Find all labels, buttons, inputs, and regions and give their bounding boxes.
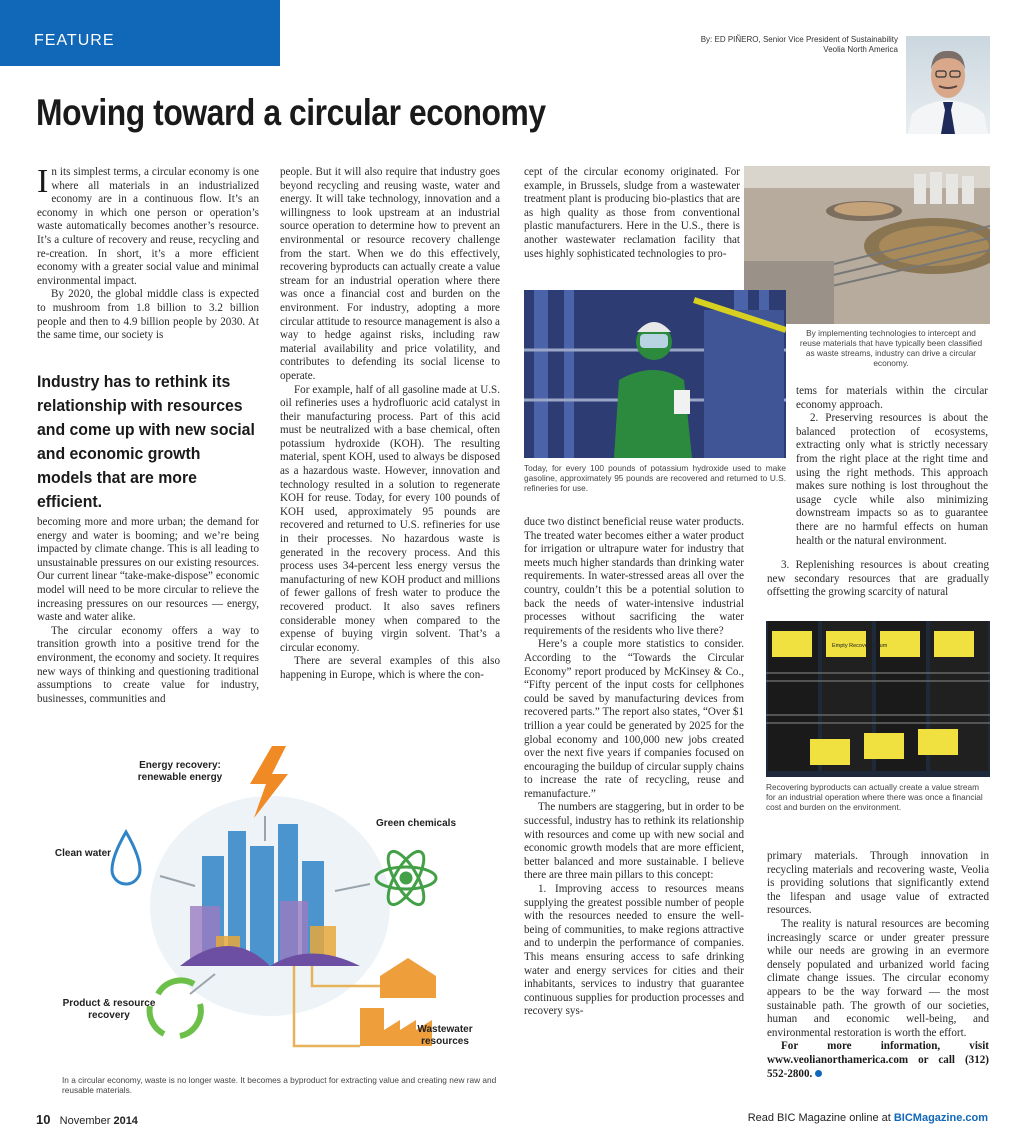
column-3-top bbox=[524, 166, 740, 261]
column-4-mid bbox=[767, 559, 989, 600]
wastewater-label: Wastewater resources bbox=[417, 1024, 473, 1047]
green-chemicals-label: Green chemicals bbox=[375, 818, 457, 829]
column-2 bbox=[280, 166, 500, 683]
issue-year: 2014 bbox=[113, 1115, 138, 1127]
paragraph: For example, half of all gasoline made at U.S. oil refineries uses a hydrofluoric acid catalyst in their manufacturing process. Part of this acid must be neutralized with a base chemical, often potassium hydroxide (KOH). The resulting material, spent KOH, used to always be disposed as a hazardous waste. However, innovation and technology resulted in a solution to regenerate KOH for reuse. Today, for every 100 pounds of KOH used, approximately 95 pounds are recovered and returned to U.S. refineries for use in their processes. No hazardous waste is generated in the recovery process. And this process uses 34-percent less energy versus the manufacturing of new KOH product and millions of fewer gallons of fresh water to produce the recovered product. It also saves refiners considerable money when compared to the expense of buying virgin solvent. That’s a circular economy. bbox=[280, 383, 500, 654]
paragraph: By 2020, the global middle class is expected to mushroom from 1.8 billion to 3.2 billion people and then to 4.9 billion people by 2030. At the same time, our society is bbox=[37, 288, 259, 342]
paragraph: 2. Preserving resources is about the balanced protection of ecosystems, extracting only what is strictly necessary from the right place at the right time and using the right methods. This approach makes sure nothing is lost throughout the usage cycle while also minimizing downstream impacts so as to guarantee there are no harmful effects on human health or the natural environment. bbox=[796, 412, 988, 547]
byline bbox=[558, 35, 898, 55]
recovery-drums-photo bbox=[766, 621, 990, 777]
column-3 bbox=[524, 516, 744, 1019]
paragraph: The numbers are staggering, but in order to be successful, industry has to rethink its relationship with resources and come up with new social and economic growth models that are more efficient, better balanced and more sustainable. I believe there are three main pillars to this concept: bbox=[524, 801, 744, 882]
paragraph: The circular economy offers a way to transition growth into a positive trend for the environment, the economy and society. It requires new ways of thinking and questioning traditional assumptions to create value for industry, businesses, communities and bbox=[37, 624, 259, 705]
worker-photo bbox=[524, 290, 786, 458]
section-tab bbox=[0, 0, 280, 66]
footer-text: Read BIC Magazine online at bbox=[747, 1112, 891, 1124]
column-4-top bbox=[796, 385, 988, 548]
drums-caption: Recovering byproducts can actually create a value stream for an industrial operation where there was once a financial cost and burden on the environment. bbox=[766, 782, 983, 812]
end-mark-icon bbox=[815, 1070, 822, 1077]
clean-water-label: Clean water bbox=[54, 848, 112, 859]
website-link[interactable]: BICMagazine.com bbox=[893, 1112, 988, 1124]
paragraph: 3. Replenishing resources is about creating new secondary resources that are gradually offsetting the growing scarcity of natural bbox=[767, 559, 989, 599]
headline: Moving toward a circular economy bbox=[36, 92, 546, 133]
house-icon bbox=[380, 958, 436, 998]
column-1 bbox=[37, 163, 259, 343]
section-label: FEATURE bbox=[34, 32, 115, 49]
paragraph: duce two distinct beneficial reuse water products. The treated water becomes either a water product for irrigation or ultrapure water for industry that meets much higher standards than drinking water requirements. In water-stressed areas all over the country, couldn’t this be a potential solution to back the needs of water-intensive industrial processes without sacrificing the water requirements of the residents who live there? bbox=[524, 516, 744, 637]
product-recovery-label: Product & resource recovery bbox=[62, 998, 156, 1021]
paragraph: primary materials. Through innovation in recycling materials and recovering waste, Veolia is providing solutions that significantly extend the lifespan and usage value of extracted resources. bbox=[767, 850, 989, 917]
plant-caption: By implementing technologies to intercept and reuse materials that have typically been classified as waste streams, industry can drive a circular economy. bbox=[799, 328, 983, 368]
cta-text: For more information, visit www.veolianorthamerica.com or call (312) 552-2800. bbox=[767, 1040, 989, 1080]
page-number: 10 bbox=[36, 1112, 51, 1127]
paragraph: There are several examples of this also happening in Europe, which is where the con- bbox=[280, 655, 500, 681]
paragraph bbox=[37, 163, 259, 288]
column-4 bbox=[767, 850, 989, 1081]
paragraph: becoming more and more urban; the demand for energy and water is booming; and we’re being impacted by climate change. This is all leading to unsustainable pressures on our existing resources. Our current linear “take-make-dispose” economic model will need to be more circular to relieve the increasing pressures on our resources — energy, waste and water alike. bbox=[37, 516, 259, 624]
paragraph: people. But it will also require that industry goes beyond recycling and reusing waste, water and energy. It will take technology, innovation and a willingness to look upstream at an industrial source operation to determine how to prevent an environmental or resource recovery challenge from the start. When we do this effectively, recovering byproducts can actually create a value stream for an industrial operation where there was once a financial cost and burden on the environment. For industry, adopting a more circular attitude to resource management is also a way to hedge against risks, including raw material availability and price volatility, and contributes to defending its social license to operate. bbox=[280, 166, 500, 382]
paragraph: The reality is natural resources are becoming increasingly scarce or under greater pressure while our needs are growing in an evermore densely populated and urbanized world facing climate change issues. The circular economy appears to be the way forward — the most sustainable path. The growth of our societies, human and economic well-being, and environmental restoration is worth the effort. bbox=[767, 917, 989, 1039]
author-photo bbox=[906, 36, 990, 134]
issue-month: November bbox=[59, 1115, 111, 1127]
paragraph: cept of the circular economy originated. For example, in Brussels, sludge from a wastewater treatment plant is producing bio-plastics that are as high quality as those from conventional plastic manufacturers. Here in the U.S., there is another wastewater reclamation facility that uses highly sophisticated technologies to pro- bbox=[524, 166, 740, 260]
worker-caption: Today, for every 100 pounds of potassium hydroxide used to make gasoline, approximately 95 pounds are recovered and returned to U.S. refineries for use. bbox=[524, 463, 786, 493]
diagram-caption: In a circular economy, waste is no longer waste. It becomes a byproduct for extracting value and creating new raw and reusable materials. bbox=[62, 1075, 497, 1095]
drum-label: Empty Recovery Drum bbox=[832, 643, 888, 649]
column-1-continued bbox=[37, 516, 259, 706]
energy-recovery-label: Energy recovery: renewable energy bbox=[137, 760, 223, 783]
pull-quote: Industry has to rethink its relationship with resources and come up with new social and economic growth models that are more efficient. bbox=[37, 372, 255, 511]
paragraph-text: n its simplest terms, a circular economy is one where all materials in an industrialized economy are in a continuous flow. It’s an economy in which one person or operation’s waste automatically becomes another’s resource. It’s a culture of recovery and reuse, recycling and re-creation. In short, it’s a more efficient economy with a greater social value and minimal environmental impact. bbox=[37, 166, 259, 287]
call-to-action bbox=[767, 1040, 989, 1081]
paragraph: 1. Improving access to resources means supplying the greatest possible number of people with the resources needed to ensure the well-being of communities, to make regions attractive and to underpin the performance of companies. This means ensuring access to safe drinking water and energy services for cities and their inhabitants, services to industry that guarantee continuous supplies for production processes and recovery sys- bbox=[524, 883, 744, 1018]
paragraph: Here’s a couple more statistics to consider. According to the “Towards the Circular Economy” report produced by McKinsey & Co., “Fifty percent of the input costs for cellphones could be saved by manufacturing devices from recovered parts.” The report also states, “Over $1 trillion a year could be generated by 2025 for the global economy and 100,000 new jobs created over the next five years if companies focused on encouraging the buildup of circular supply chains to increase the rate of recycling, reuse and remanufacture.” bbox=[524, 638, 744, 800]
byline-company: Veolia North America bbox=[823, 45, 898, 54]
byline-author: By: ED PIÑERO, Senior Vice President of Sustainability bbox=[700, 35, 898, 44]
circular-economy-diagram bbox=[40, 736, 510, 1066]
drop-cap: I bbox=[37, 163, 49, 200]
page-footer-left bbox=[36, 1112, 138, 1127]
paragraph: tems for materials within the circular economy approach. bbox=[796, 385, 988, 411]
page-footer-right bbox=[748, 1112, 988, 1124]
